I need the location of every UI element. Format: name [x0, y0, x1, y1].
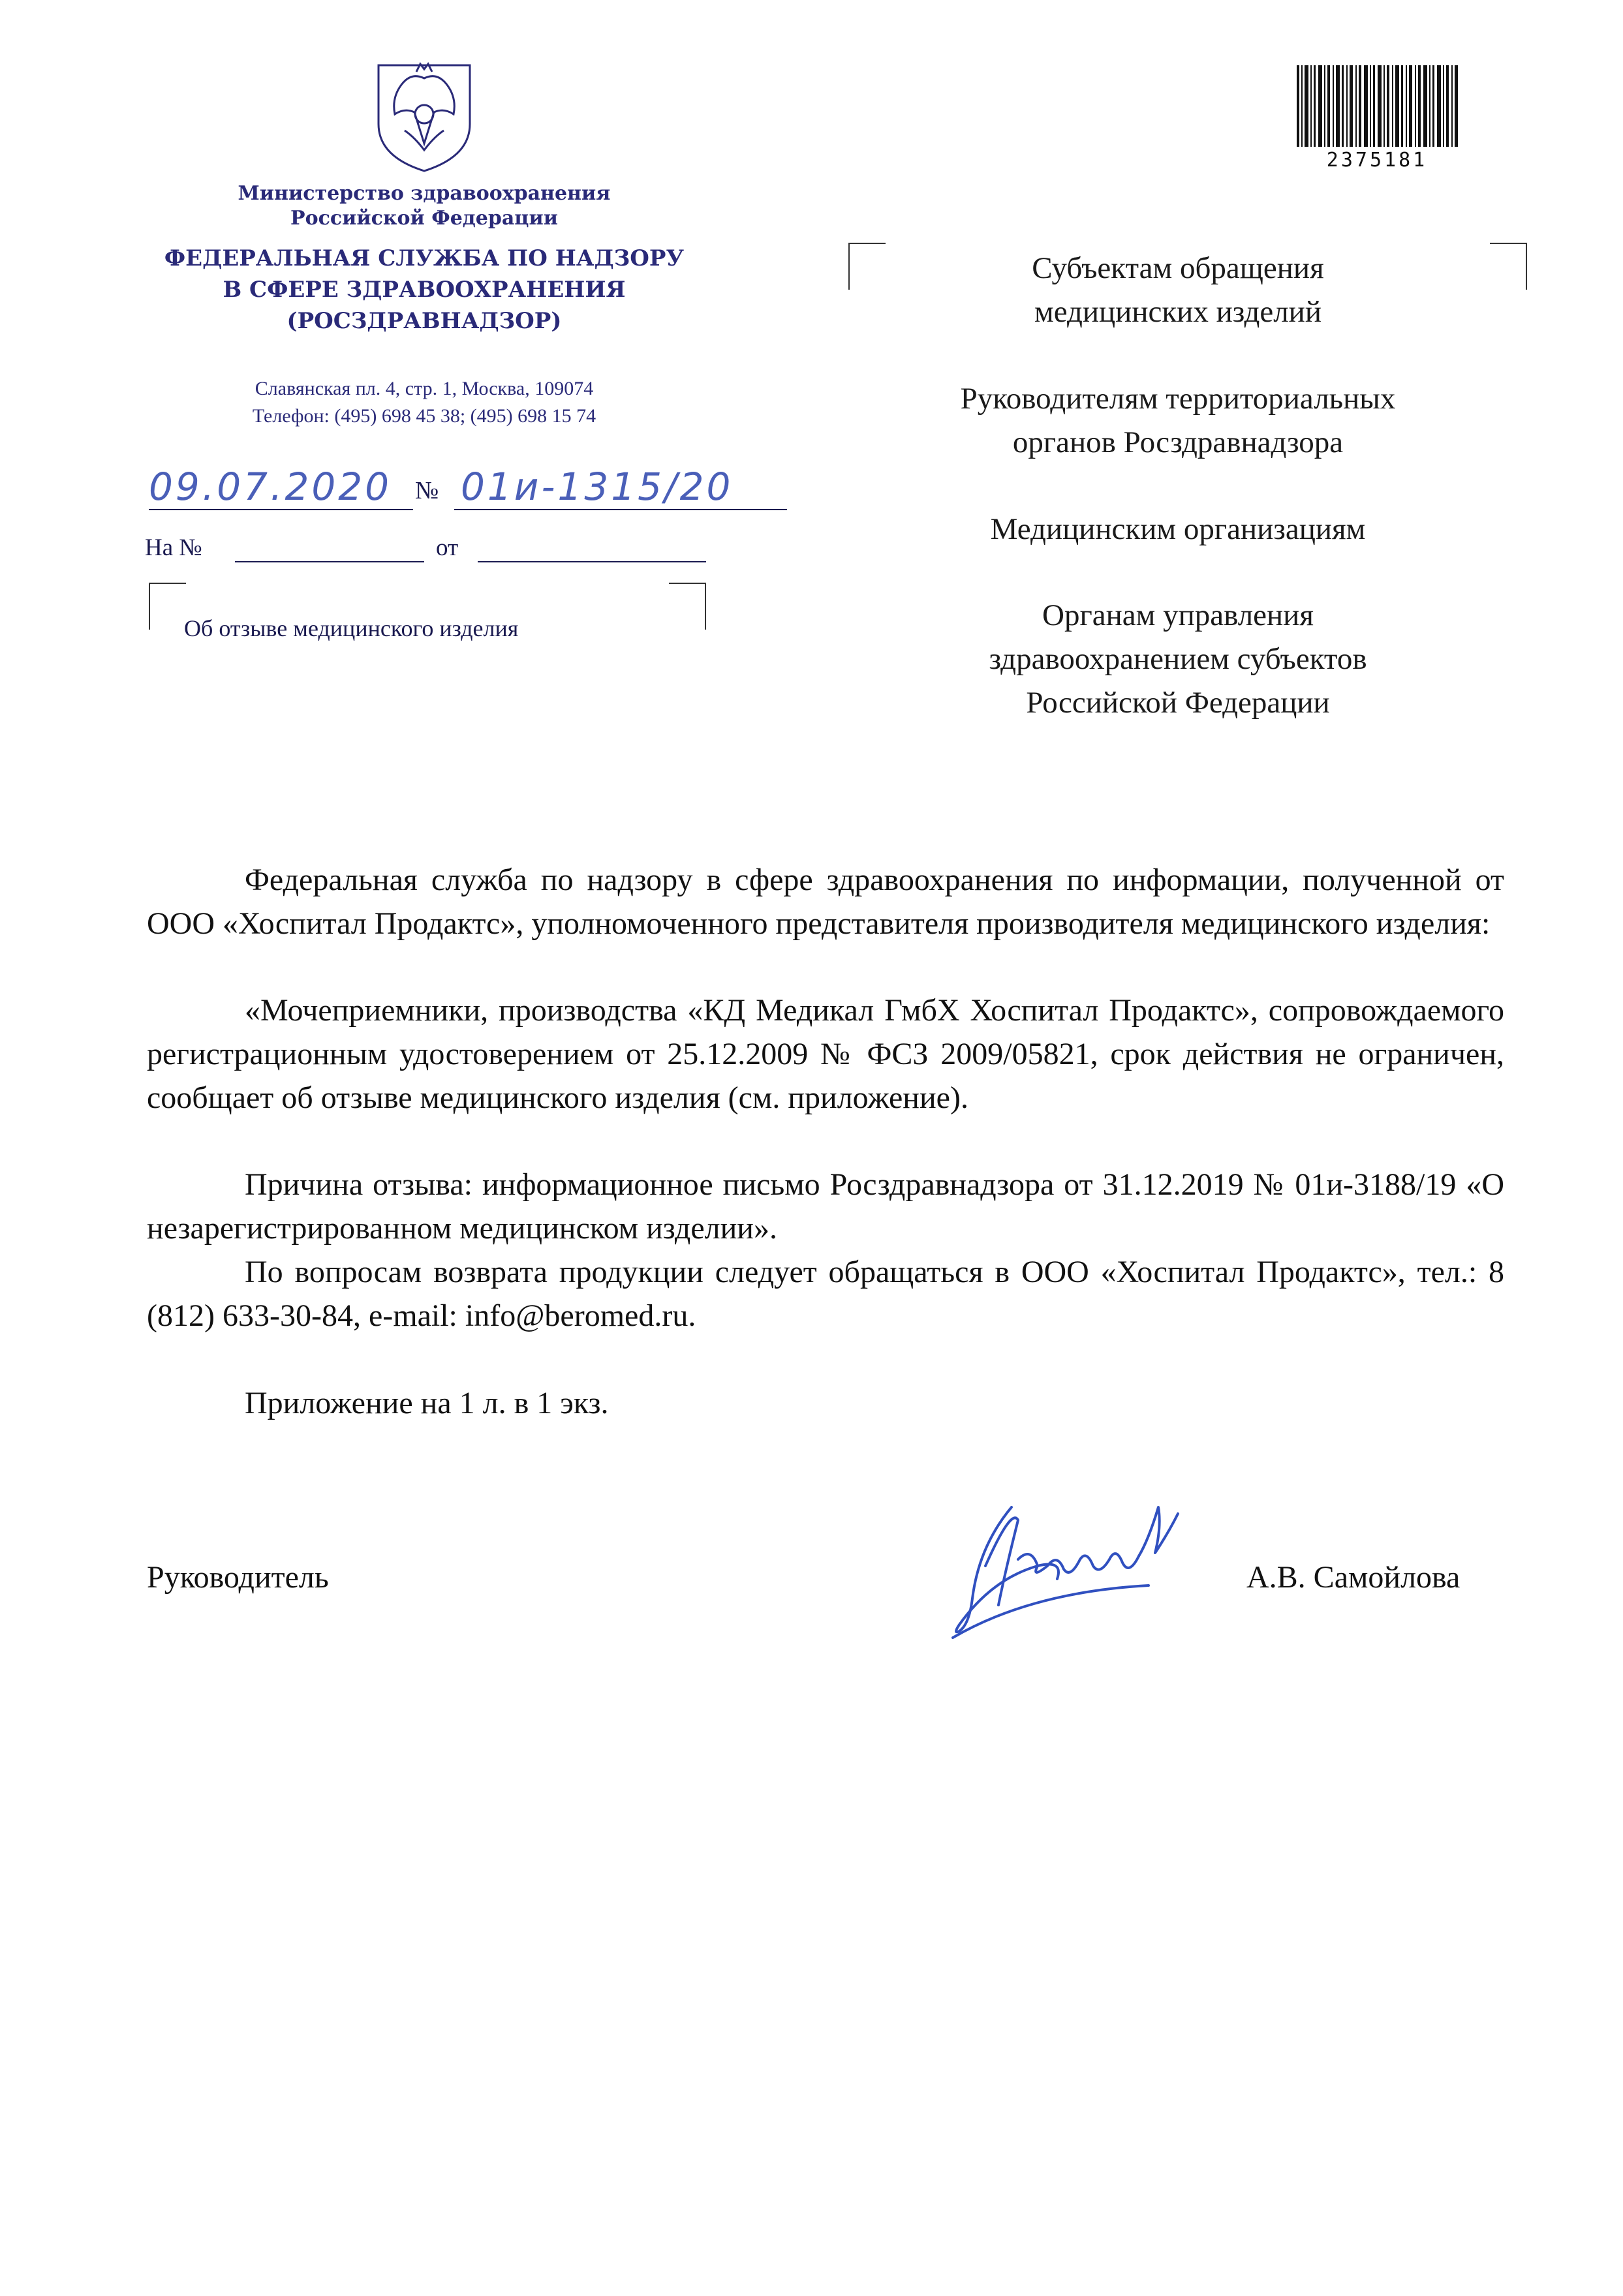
service-name: ФЕДЕРАЛЬНАЯ СЛУЖБА ПО НАДЗОРУ В СФЕРЕ ЗДРАВООХРАНЕНИЯ (РОСЗДРАВНАДЗОР)	[164, 245, 685, 334]
signatory-title: Руководитель	[147, 1560, 329, 1595]
attachment-note: Приложение на 1 л. в 1 экз.	[245, 1386, 609, 1420]
registration-date: 09.07.2020	[149, 465, 392, 509]
signatory-name: А.В. Самойлова	[1246, 1560, 1461, 1595]
date-underline	[149, 509, 413, 510]
subject-bracket-right	[669, 583, 706, 630]
number-sign: №	[415, 477, 439, 504]
barcode-icon	[1295, 65, 1459, 147]
addressee-bracket-left	[848, 243, 886, 290]
body-paragraph: Федеральная служба по надзору в сфере здравоохранения по информации, полученной от ООО «Хоспитал Продактс», уполномоченного представителя производителя медицинского изделия:	[147, 863, 1504, 941]
body-paragraph: Причина отзыва: информационное письмо Росздравнадзора от 31.12.2019 № 01и-3188/19 «О незарегистрированном медицинском изделии».	[147, 1167, 1504, 1246]
body-paragraph: «Мочеприемники, производства «КД Медикал ГмбХ Хоспитал Продактс», сопровождаемого регистрационным удостоверением от 25.12.2009 № ФСЗ 2009/05821, срок действия не ограничен, сообщает об отзыве медицинского изделия (см. приложение).	[147, 993, 1504, 1115]
recipient-1: Субъектам обращения медицинских изделий	[1032, 251, 1324, 329]
reply-to-line	[235, 561, 424, 562]
address-line: Славянская пл. 4, стр. 1, Москва, 109074	[255, 378, 594, 399]
from-label: от	[436, 534, 459, 561]
letter-subject: Об отзыве медицинского изделия	[184, 615, 519, 641]
number-underline	[454, 509, 787, 510]
subject-bracket-left	[149, 583, 186, 630]
ministry-name: Министерство здравоохранения Российской Федерации	[238, 182, 611, 230]
from-line	[478, 561, 706, 562]
recipient-3: Медицинским организациям	[990, 512, 1366, 546]
recipient-2: Руководителям территориальных органов Росздравнадзора	[960, 382, 1396, 459]
barcode-number: 2375181	[1326, 149, 1428, 172]
registration-number: 01и-1315/20	[461, 465, 734, 509]
phone-line: Телефон: (495) 698 45 38; (495) 698 15 74	[252, 405, 596, 427]
coat-of-arms-icon	[365, 52, 483, 176]
recipient-4: Органам управления здравоохранением субъектов Российской Федерации	[989, 598, 1367, 720]
addressee-bracket-right	[1490, 243, 1527, 290]
reply-to-label: На №	[145, 534, 202, 561]
handwritten-signature	[933, 1468, 1260, 1664]
body-paragraph: По вопросам возврата продукции следует обращаться в ООО «Хоспитал Продактс», тел.: 8 (812) 633-30-84, e-mail: info@beromed.ru.	[147, 1255, 1504, 1333]
